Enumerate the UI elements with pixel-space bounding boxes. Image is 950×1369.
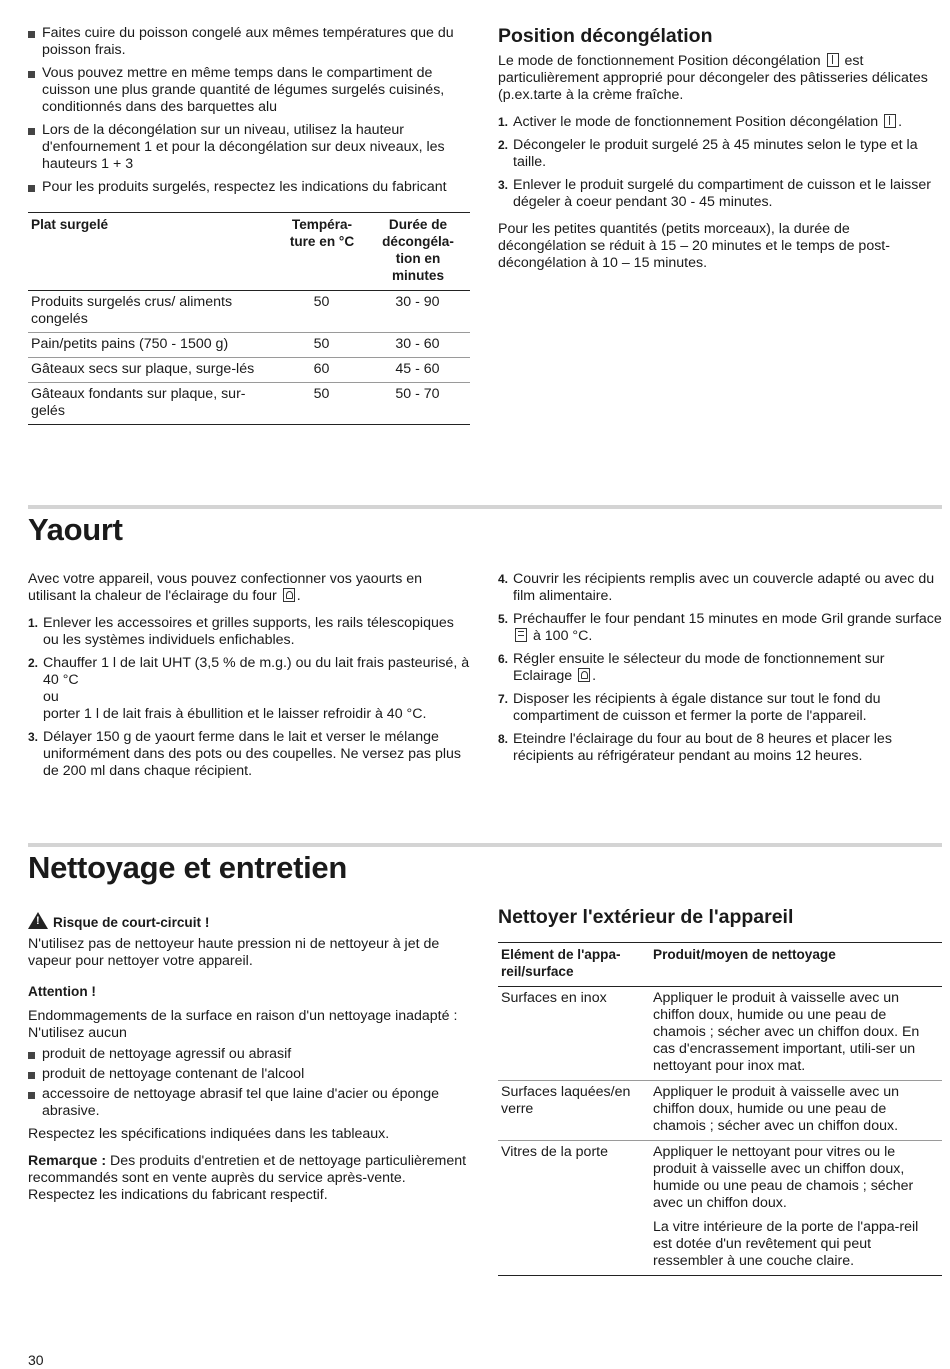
list-item: 2. Décongeler le produit surgelé 25 à 45 minutes selon le type et la taille.	[498, 137, 918, 170]
table-row: Gâteaux fondants sur plaque, sur-gelés 50 50 - 70	[28, 383, 470, 425]
page-number: 30	[28, 1352, 44, 1368]
warning-icon	[28, 912, 48, 929]
table-header-row	[28, 213, 470, 291]
bullet-square	[28, 1052, 35, 1059]
table-row: Pain/petits pains (750 - 1500 g) 50 30 - 60	[28, 333, 470, 358]
yaourt-title-wrap	[28, 512, 942, 548]
steps-list-continued	[498, 571, 942, 765]
bullet-square	[28, 31, 35, 38]
list-item: Pour les produits surgelés, respectez les indications du fabricant	[28, 179, 470, 196]
yaourt-right	[498, 571, 942, 771]
bullet-square	[28, 1072, 35, 1079]
list-item: Lors de la décongélation sur un niveau, utilisez la hauteur d'enfournement 1 et pour la décongélation sur deux niveaux, les hauteurs 1 + 3	[28, 122, 470, 173]
yaourt-left	[28, 571, 470, 786]
frozen-tips-list	[28, 25, 470, 196]
table-row: Surfaces laquées/en verre Appliquer le produit à vaisselle avec un chiffon doux, humide ou une peau de chamois ; sécher avec un chiffon doux.	[498, 1081, 942, 1141]
section-divider	[28, 843, 942, 847]
exterieur-section	[498, 906, 942, 1276]
steps-list	[28, 615, 470, 780]
section-divider	[28, 505, 942, 509]
list-item: accessoire de nettoyage abrasif tel que laine d'acier ou éponge abrasive.	[28, 1086, 470, 1120]
list-item: Vous pouvez mettre en même temps dans le compartiment de cuisson une plus grande quantité de légumes surgelés cuisinés, conditionnés dans des barquettes alu	[28, 65, 470, 116]
frozen-tips-section	[28, 25, 470, 425]
list-item: produit de nettoyage contenant de l'alcool	[28, 1066, 470, 1083]
note-paragraph: Pour les petites quantités (petits morceaux), la durée de décongélation se réduit à 15 – 20 minutes et le temps de post-décongélation à 10 – 15 minutes.	[498, 221, 890, 271]
nettoyage-left	[28, 912, 470, 1210]
oven-light-icon	[578, 668, 590, 682]
attention-list	[28, 1046, 470, 1120]
steps-list	[498, 114, 942, 211]
bullet-square	[28, 185, 35, 192]
table-row: Surfaces en inox Appliquer le produit à vaisselle avec un chiffon doux, humide ou une peau de chamois ; sécher avec un chiffon doux. En cas d'encrassement important, utili-ser un nettoyant pour inox mat.	[498, 987, 942, 1081]
bullet-square	[28, 1092, 35, 1099]
list-item: 8. Eteindre l'éclairage du four au bout de 8 heures et placer les récipients au réfrigérateur pendant au moins 12 heures.	[498, 731, 892, 764]
remark-paragraph: Remarque : Des produits d'entretien et de nettoyage particulièrement recommandés sont en vente auprès du service après-vente. Respectez les indications du fabricant respectif.	[28, 1153, 467, 1203]
intro-paragraph: Avec votre appareil, vous pouvez confectionner vos yaourts en utilisant la chaleur de l'éclairage du four .	[28, 571, 423, 604]
col-header-dish: Plat surgelé	[28, 213, 278, 291]
table-row: Vitres de la porte Appliquer le nettoyant pour vitres ou le produit à vaisselle avec un chiffon doux, humide ou une peau de chamois ; sécher avec un chiffon doux. La vitre intérieure de la porte de l'appa-reil est dotée d'un revêtement qui peut ressembler à une couche claire.	[498, 1141, 942, 1276]
col-header-element: Elément de l'appa-reil/surface	[498, 943, 650, 987]
col-header-duration: Durée de décongéla-tion en minutes	[366, 213, 470, 291]
frozen-table	[28, 212, 470, 425]
table-row: Produits surgelés crus/ aliments congelés 50 30 - 90	[28, 291, 470, 333]
list-item: Faites cuire du poisson congelé aux mêmes températures que du poisson frais.	[28, 25, 470, 59]
list-item: 1. Enlever les accessoires et grilles supports, les rails télescopiques ou les systèmes individuels enfichables.	[28, 615, 454, 648]
list-item: 6. Régler ensuite le sélecteur du mode de fonctionnement sur Eclairage .	[498, 651, 885, 684]
list-item: 4. Couvrir les récipients remplis avec un couvercle adapté ou avec du film alimentaire.	[498, 571, 935, 604]
oven-light-icon	[283, 588, 295, 602]
table-row: Gâteaux secs sur plaque, surge-lés 60 45 - 60	[28, 358, 470, 383]
cleaning-table	[498, 942, 942, 1276]
respect-text: Respectez les spécifications indiquées dans les tableaux.	[28, 1126, 390, 1142]
bullet-square	[28, 128, 35, 135]
list-item: 7. Disposer les récipients à égale distance sur tout le fond du compartiment de cuisson et fermer la porte de l'appareil.	[498, 691, 881, 724]
section-title: Yaourt	[28, 512, 123, 547]
list-item: 2. Chauffer 1 l de lait UHT (3,5 % de m.g.) ou du lait frais pasteurisé, à 40 °C ou porter 1 l de lait frais à ébullition et le laisser refroidir à 40 °C.	[28, 655, 470, 722]
attention-heading: Attention !	[28, 984, 96, 999]
section-title: Position décongélation	[498, 25, 713, 47]
col-header-product: Produit/moyen de nettoyage	[650, 943, 942, 987]
section-title: Nettoyage et entretien	[28, 850, 347, 885]
defrost-icon	[884, 114, 896, 128]
position-decongelation-section	[498, 25, 942, 278]
list-item: 1. Activer le mode de fonctionnement Position décongélation .	[498, 114, 903, 130]
list-item: 3. Enlever le produit surgelé du compartiment de cuisson et le laisser dégeler à coeur pendant 30 - 45 minutes.	[498, 177, 931, 210]
bullet-square	[28, 71, 35, 78]
nettoyage-title-wrap	[28, 850, 942, 886]
list-item: 3. Délayer 150 g de yaourt ferme dans le lait et verser le mélange uniformément dans des pots ou des coupelles. Ne versez pas plus de 200 ml dans chaque récipient.	[28, 729, 461, 779]
grill-icon	[515, 628, 527, 642]
warning-text: N'utilisez pas de nettoyeur haute pression ni de nettoyeur à jet de vapeur pour nettoyer votre appareil.	[28, 936, 440, 969]
col-header-temp: Tempéra-ture en °C	[278, 213, 366, 291]
table-header-row	[498, 943, 942, 987]
warning-heading: !Risque de court-circuit !	[28, 912, 470, 931]
list-item: 5. Préchauffer le four pendant 15 minutes en mode Gril grande surface à 100 °C.	[498, 611, 942, 644]
section-title: Nettoyer l'extérieur de l'appareil	[498, 906, 794, 928]
list-item: produit de nettoyage agressif ou abrasif	[28, 1046, 470, 1063]
defrost-icon	[827, 53, 839, 67]
intro-paragraph: Le mode de fonctionnement Position décongélation est particulièrement approprié pour décongeler des pâtisseries délicates (p.ex.tarte à la crème fraîche.	[498, 53, 928, 103]
attention-text: Endommagements de la surface en raison d'un nettoyage inadapté : N'utilisez aucun	[28, 1008, 458, 1041]
